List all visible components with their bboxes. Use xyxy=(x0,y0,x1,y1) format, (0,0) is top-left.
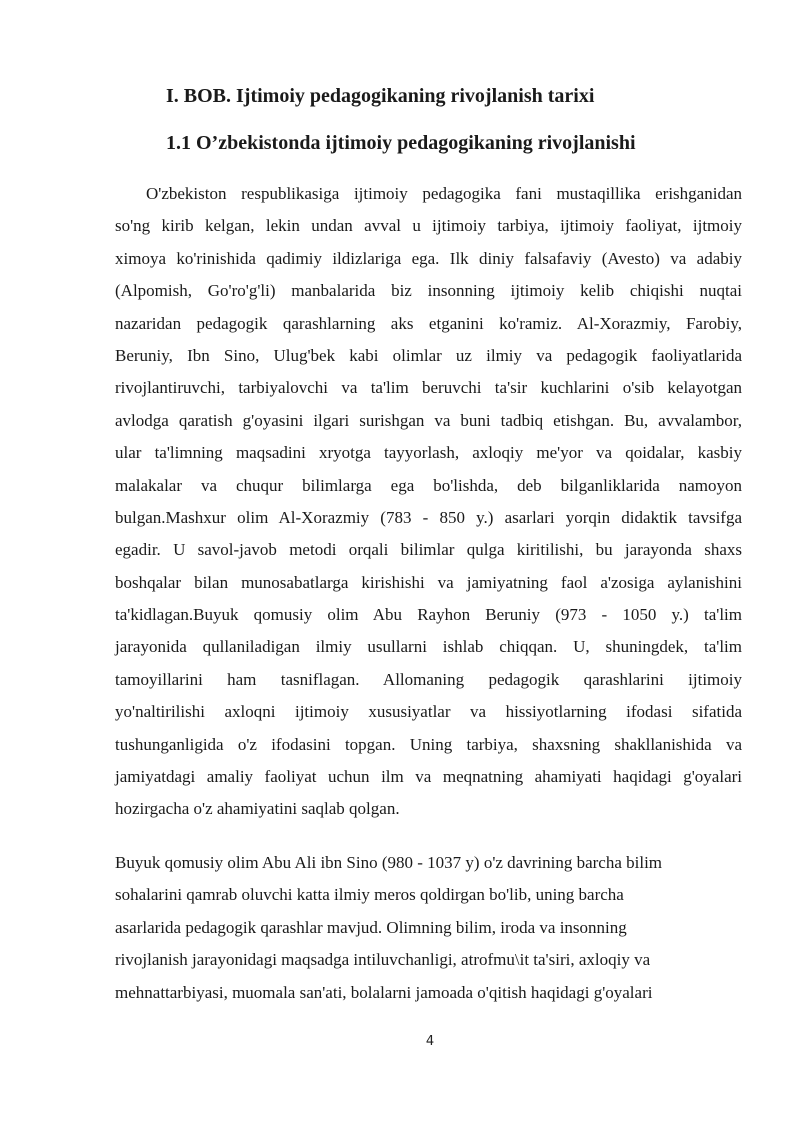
paragraph-line: so'ng kirib kelgan, lekin undan avval u ijtimoiy tarbiya, ijtimoiy faoliyat, ijtmoiy xyxy=(115,216,742,236)
paragraph-line: malakalar va chuqur bilimlarga ega bo'lishda, deb bilganliklarida namoyon xyxy=(115,475,742,495)
paragraph-line: sohalarini qamrab oluvchi katta ilmiy meros qoldirgan bo'lib, uning barcha xyxy=(115,885,624,905)
paragraph-line: tamoyillarini ham tasniflagan. Allomaning pedagogik qarashlarini ijtimoiy xyxy=(115,669,742,689)
paragraph-line: Buyuk qomusiy olim Abu Ali ibn Sino (980 - 1037 y) o'z davrining barcha bilim xyxy=(115,853,663,872)
paragraph-line: boshqalar bilan munosabatlarga kirishishi va jamiyatning faol a'zosiga aylanishini xyxy=(115,572,742,592)
paragraph-line: tushunganligida o'z ifodasini topgan. Uning tarbiya, shaxsning shakllanishida va xyxy=(115,734,742,754)
body-paragraph-1 xyxy=(115,178,742,826)
paragraph-line: ular ta'limning maqsadini xryotga tayyorlash, axloqiy me'yor va qoidalar, kasbiy xyxy=(115,443,742,463)
paragraph-line: asarlarida pedagogik qarashlar mavjud. Olimning bilim, iroda va insonning xyxy=(115,917,627,937)
paragraph-line: yo'naltirilishi axloqni ijtimoiy xususiyatlar va hissiyotlarning ifodasi sifatida xyxy=(115,702,742,722)
page-number: 4 xyxy=(425,1034,435,1049)
paragraph-line: ximoya ko'rinishida qadimiy ildizlariga ega. Ilk diniy falsafaviy (Avesto) va adabiy xyxy=(115,248,742,268)
paragraph-line: mehnattarbiyasi, muomala san'ati, bolalarni jamoada o'qitish haqidagi g'oyalari xyxy=(115,982,653,1002)
paragraph-line: jarayonida qullaniladigan ilmiy usullarni ishlab chiqqan. U, shuningdek, ta'lim xyxy=(115,637,742,657)
paragraph-line: avlodga qaratish g'oyasini ilgari surishgan va buni tadbiq etishgan. Bu, avvalambor, xyxy=(115,410,742,430)
section-heading: 1.1 O’zbekistonda ijtimoiy pedagogikaning rivojlanishi xyxy=(166,132,636,154)
paragraph-line: nazaridan pedagogik qarashlarning aks etganini ko'ramiz. Al-Xorazmiy, Farobiy, xyxy=(115,313,742,333)
paragraph-line: rivojlanish jarayonidagi maqsadga intiluvchanligi, atrofmu\it ta'siri, axloqiy va xyxy=(115,950,651,970)
paragraph-line: (Alpomish, Go'ro'g'li) manbalarida biz insonning ijtimoiy kelib chiqishi nuqtai xyxy=(115,281,742,301)
body-paragraph-2 xyxy=(115,847,742,1009)
paragraph-line: O'zbekiston respublikasiga ijtimoiy pedagogika fani mustaqillika erishganidan xyxy=(146,184,742,203)
paragraph-line: jamiyatdagi amaliy faoliyat uchun ilm va meqnatning ahamiyati haqidagi g'oyalari xyxy=(115,767,742,787)
paragraph-line: bulgan.Mashxur olim Al-Xorazmiy (783 - 850 y.) asarlari yorqin didaktik tavsifga xyxy=(115,507,742,527)
paragraph-line: hozirgacha o'z ahamiyatini saqlab qolgan. xyxy=(115,799,400,819)
chapter-heading: I. BOB. Ijtimoiy pedagogikaning rivojlanish tarixi xyxy=(166,85,595,107)
paragraph-line: ta'kidlagan.Buyuk qomusiy olim Abu Rayhon Beruniy (973 - 1050 y.) ta'lim xyxy=(115,605,742,625)
paragraph-line: egadir. U savol-javob metodi orqali bilimlar qulga kiritilishi, bu jarayonda shaxs xyxy=(115,540,742,560)
paragraph-line: rivojlantiruvchi, tarbiyalovchi va ta'lim beruvchi ta'sir kuchlarini o'sib kelayotgan xyxy=(115,378,742,398)
paragraph-line: Beruniy, Ibn Sino, Ulug'bek kabi olimlar uz ilmiy va pedagogik faoliyatlarida xyxy=(115,345,742,365)
